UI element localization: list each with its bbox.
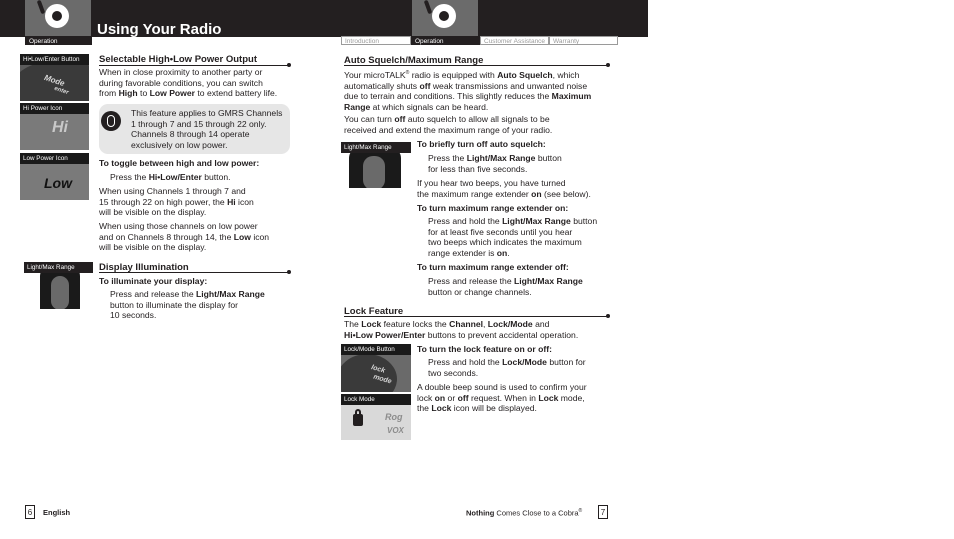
image-label: Lock Mode	[341, 394, 411, 405]
lock-shackle	[355, 409, 361, 416]
text-line: Range at which signals can be heard.	[344, 101, 489, 112]
illuminate-step	[110, 289, 295, 321]
text-line: two seconds.	[428, 367, 479, 378]
text-line: from High to Low Power to extend battery life.	[99, 88, 278, 99]
subheading-brief-squelch: To briefly turn off auto squelch:	[417, 139, 546, 149]
image-label: Hi Power Icon	[20, 103, 89, 114]
text-line: When in close proximity to another party or	[99, 67, 263, 77]
text-line: range extender is on.	[428, 248, 510, 259]
image-label: Low Power Icon	[20, 153, 89, 164]
mode-text: mode	[372, 373, 393, 386]
extender-on-step	[428, 216, 613, 259]
operation-logo-box-right	[412, 0, 478, 37]
power-paragraph-2	[99, 186, 294, 218]
text-line: When using those channels on low power	[99, 221, 258, 231]
text-line: the maximum range extender on (see below).	[417, 188, 591, 199]
power-paragraph-3	[99, 221, 294, 253]
text-line: 10 seconds.	[110, 310, 157, 321]
radio-logo-icon	[432, 4, 456, 28]
divider	[344, 316, 608, 317]
text-line: button to illuminate the display for	[110, 299, 239, 310]
page-number-right: 7	[598, 505, 608, 519]
hi-low-enter-button-image	[20, 54, 89, 101]
footer-language: English	[43, 508, 71, 517]
text-line: The Lock feature locks the Channel, Lock/Mode and	[344, 319, 550, 329]
hi-power-icon-image	[20, 103, 89, 150]
page-number-left: 6	[25, 505, 35, 519]
subheading-extender-off: To turn maximum range extender off:	[417, 262, 569, 272]
two-beeps-para	[417, 178, 612, 199]
note-icon	[101, 111, 121, 131]
text-line: for less than five seconds.	[428, 163, 528, 174]
vox-text: VOX	[387, 426, 404, 435]
image-label: Hi•Low/Enter Button	[20, 54, 89, 65]
section-title-lock: Lock Feature	[344, 306, 404, 317]
footer-tagline: Nothing Comes Close to a Cobra®	[466, 508, 583, 518]
low-power-icon-image	[20, 153, 89, 200]
text-line: for at least five seconds until you hear	[428, 226, 573, 237]
lock-intro	[344, 319, 609, 340]
page-title: Using Your Radio	[97, 21, 222, 38]
tab-customer-assistance[interactable]: Customer Assistance	[480, 36, 549, 45]
text-line: will be visible on the display.	[99, 242, 207, 253]
hi-text: Hi	[52, 119, 68, 136]
squelch-para-2	[344, 114, 609, 135]
section-title-squelch: Auto Squelch/Maximum Range	[344, 55, 484, 66]
subheading-extender-on: To turn maximum range extender on:	[417, 203, 569, 213]
lock-step	[428, 357, 613, 378]
text-line: Your microTALK® radio is equipped with Auto Squelch, which	[344, 69, 580, 80]
text-line: will be visible on the display.	[99, 207, 207, 218]
text-line: Press the Light/Max Range button	[428, 153, 562, 163]
note-line: 1 through 7 and 15 through 22 only.	[131, 118, 267, 129]
power-intro	[99, 67, 294, 99]
subheading-toggle-power: To toggle between high and low power:	[99, 158, 260, 168]
light-max-range-image-right	[341, 142, 411, 188]
text-line: Press and hold the Lock/Mode button for	[428, 357, 586, 367]
lock-mode-icon-image	[341, 394, 411, 440]
text-line: You can turn off auto squelch to allow all signals to be	[344, 114, 550, 124]
text-line: the Lock icon will be displayed.	[417, 403, 537, 414]
text-line: Hi•Low Power/Enter buttons to prevent accidental operation.	[344, 329, 579, 340]
squelch-intro	[344, 68, 609, 113]
subheading-lock-toggle: To turn the lock feature on or off:	[417, 344, 552, 354]
text-line: and on Channels 8 through 14, the Low icon	[99, 231, 270, 242]
section-title-display: Display Illumination	[99, 262, 189, 273]
text-line: Press and release the Light/Max Range	[110, 289, 265, 299]
note-line: Channels 8 through 14 operate	[131, 129, 250, 140]
light-max-range-image	[24, 262, 93, 309]
image-label: Lock/Mode Button	[341, 344, 411, 355]
text-line: Press and release the Light/Max Range	[428, 276, 583, 286]
note-line: This feature applies to GMRS Channels	[131, 108, 283, 118]
tab-operation-left[interactable]: Operation	[25, 36, 92, 45]
note-box	[99, 104, 290, 154]
enter-text: enter	[53, 85, 70, 97]
text-line: 15 through 22 on high power, the Hi icon	[99, 196, 254, 207]
lock-text: lock	[370, 364, 386, 375]
tab-introduction[interactable]: Introduction	[341, 36, 411, 45]
step-text: Press the Hi•Low/Enter button.	[110, 172, 231, 182]
text-line: due to terrain and conditions. This slightly reduces the Maximum	[344, 91, 592, 102]
text-line: two beeps which indicates the maximum	[428, 237, 582, 248]
text-line: When using Channels 1 through 7 and	[99, 186, 246, 196]
note-line: exclusively on low power.	[131, 140, 228, 151]
rog-text: Rog	[385, 412, 403, 422]
text-line: button or change channels.	[428, 286, 532, 297]
mode-text: Mode	[43, 72, 66, 89]
low-text: Low	[44, 175, 72, 191]
subheading-illuminate: To illuminate your display:	[99, 276, 208, 286]
extender-off-step	[428, 276, 613, 297]
tab-warranty[interactable]: Warranty	[549, 36, 618, 45]
tab-operation[interactable]: Operation	[411, 36, 480, 45]
text-line: Press and hold the Light/Max Range button	[428, 216, 598, 226]
text-line: during favorable conditions, you can switch	[99, 77, 263, 88]
text-line: automatically shuts off weak transmissions and unwanted noise	[344, 80, 588, 91]
text-line: A double beep sound is used to confirm your	[417, 382, 587, 392]
lock-confirm-para	[417, 382, 612, 414]
radio-logo-icon	[45, 4, 69, 28]
text-line: received and extend the maximum range of your radio.	[344, 124, 553, 135]
image-label: Light/Max Range	[24, 262, 93, 273]
divider	[344, 65, 608, 66]
text-line: If you hear two beeps, you have turned	[417, 178, 566, 188]
text-line: lock on or off request. When in Lock mode,	[417, 392, 585, 403]
divider	[99, 272, 289, 273]
operation-logo-box	[25, 0, 91, 37]
divider	[99, 65, 289, 66]
lock-mode-button-image	[341, 344, 411, 392]
image-label: Light/Max Range	[341, 142, 411, 153]
brief-squelch-step	[428, 153, 613, 174]
section-title-power: Selectable High•Low Power Output	[99, 54, 257, 65]
